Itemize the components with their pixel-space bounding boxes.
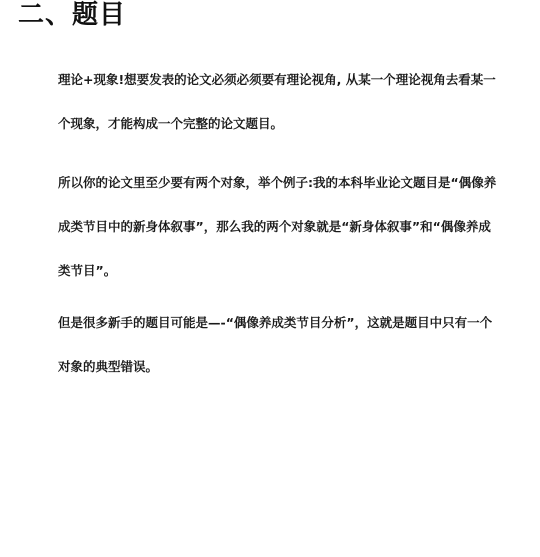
paragraph-typical-error [58, 301, 493, 389]
paragraph-line: 对象的典型错误。 [58, 359, 159, 374]
paragraph-line: 类节目”。 [58, 263, 117, 278]
paragraph-line: 所以你的论文里至少要有两个对象，举个例子:我的本科毕业论文题目是“偶像养 [58, 175, 497, 190]
paragraph-line: 但是很多新手的题目可能是—-“偶像养成类节目分析”，这就是题目中只有一个 [58, 315, 493, 330]
paragraph-two-objects [58, 161, 497, 293]
paragraph-theory-phenomenon [58, 58, 496, 146]
paragraph-line: 个现象，才能构成一个完整的论文题目。 [58, 116, 284, 131]
paragraph-line: 成类节目中的新身体叙事”，那么我的两个对象就是“新身体叙事”和“偶像养成 [58, 219, 491, 234]
section-title: 二、题目 [18, 0, 127, 30]
paragraph-line: 理论+现象!想要发表的论文必须必须要有理论视角, 从某一个理论视角去看某一 [58, 72, 496, 87]
